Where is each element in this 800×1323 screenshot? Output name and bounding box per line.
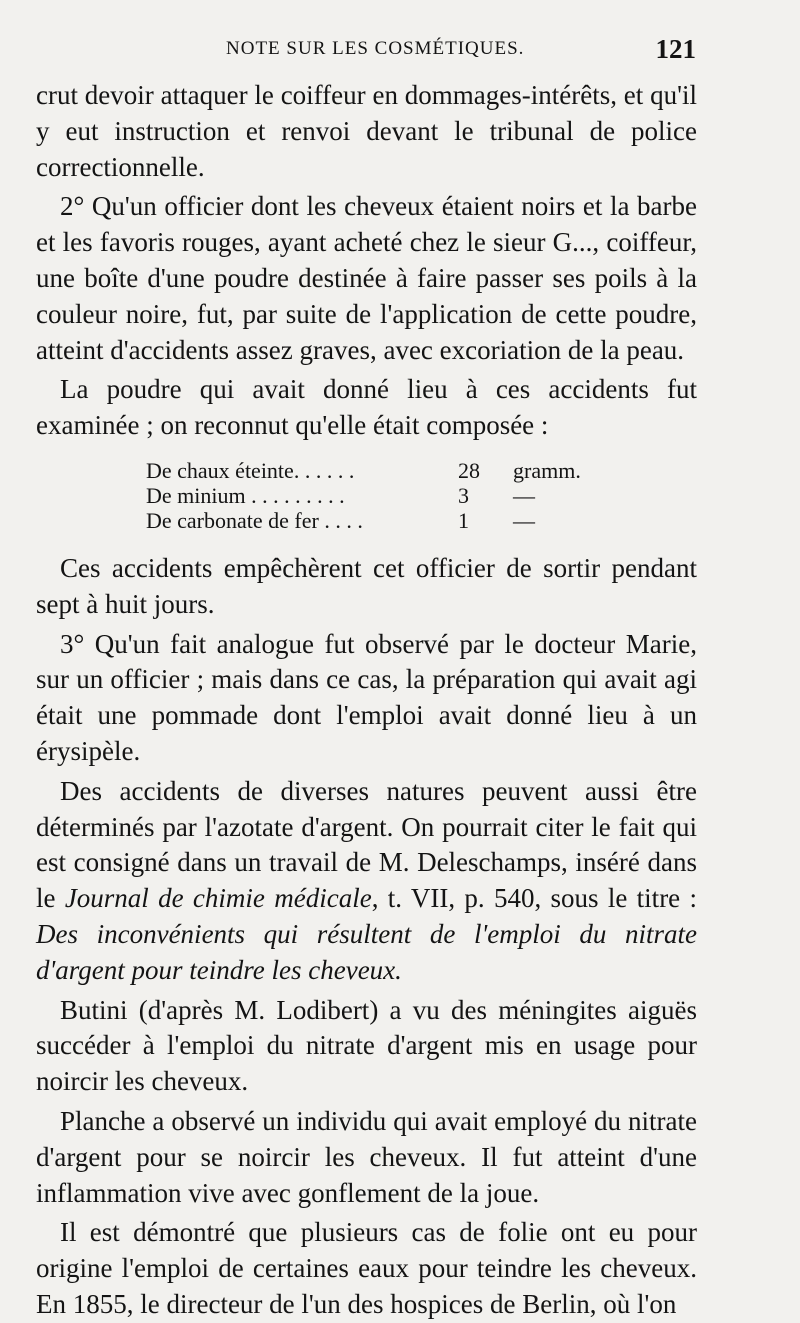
unit: — <box>513 507 535 533</box>
paragraph-planche: Planche a observé un individu qui avait employé du nitrate d'argent pour se noircir les cheveux. Il fut atteint d'une inflammation vive avec gonflement de la joue. <box>36 1105 697 1208</box>
quantity: 1 <box>458 507 469 533</box>
composition-row <box>146 508 697 533</box>
page-header <box>36 34 696 68</box>
substance: De minium . . . . . . . . . <box>146 482 345 508</box>
composition-row <box>146 458 697 483</box>
paragraph-butini: Butini (d'après M. Lodibert) a vu des méningites aiguës succéder à l'emploi du nitrate d'argent mis en usage pour noircir les cheveux. <box>36 994 697 1097</box>
paragraph-silver-nitrate <box>36 774 697 989</box>
text-segment: , t. VII, p. 540, sous le titre : <box>371 883 697 914</box>
substance: De carbonate de fer . . . . <box>146 507 363 533</box>
paragraph-officer-case: 2° Qu'un officier dont les cheveux étaient noirs et la barbe et les favoris rouges, ayant acheté chez le sieur G..., coiffeur, une boîte d'une poudre destinée à faire passer ses poils à la couleur noire, fut, par suite de l'application de cette poudre, atteint d'accidents assez graves, avec excoriation de la peau. <box>36 191 697 365</box>
paragraph-consequences: Ces accidents empêchèrent cet officier de sortir pendant sept à huit jours. <box>36 552 697 619</box>
quantity: 28 <box>458 457 480 483</box>
article-title: Des inconvénients qui résultent de l'emploi du nitrate d'argent pour teindre les cheveux. <box>36 918 697 985</box>
substance: De chaux éteinte. . . . . . <box>146 457 355 483</box>
paragraph-powder-examined: La poudre qui avait donné lieu à ces accidents fut examinée ; on reconnut qu'elle était composée : <box>36 374 697 441</box>
composition-row <box>146 483 697 508</box>
paragraph-folie: Il est démontré que plusieurs cas de folie ont eu pour origine l'emploi de certaines eaux pour teindre les cheveux. En 1855, le directeur de l'un des hospices de Berlin, où l'on <box>36 1217 697 1319</box>
paragraph-continuation: crut devoir attaquer le coiffeur en dommages-intérêts, et qu'il y eut instruction et renvoi devant le tribunal de police correctionnelle. <box>36 80 697 182</box>
unit: gramm. <box>513 457 581 483</box>
text-segment: Des accidents de diverses natures peuvent aussi être déterminés par l'azotate d'argent. On pourrait citer le fait qui est consigné dans un travail de M. Deleschamps, inséré dans le <box>36 775 697 914</box>
paragraph-marie-case: 3° Qu'un fait analogue fut observé par le docteur Marie, sur un officier ; mais dans ce cas, la préparation qui avait agi était une pommade dont l'emploi avait donné lieu à un érysipèle. <box>36 628 697 766</box>
page-number: 121 <box>655 34 696 64</box>
running-title: NOTE SUR LES COSMÉTIQUES. <box>226 38 525 59</box>
composition-table <box>146 458 697 533</box>
unit: — <box>513 482 535 508</box>
quantity: 3 <box>458 482 469 508</box>
page-body <box>36 78 697 1323</box>
journal-title: Journal de chimie médicale <box>64 883 372 914</box>
